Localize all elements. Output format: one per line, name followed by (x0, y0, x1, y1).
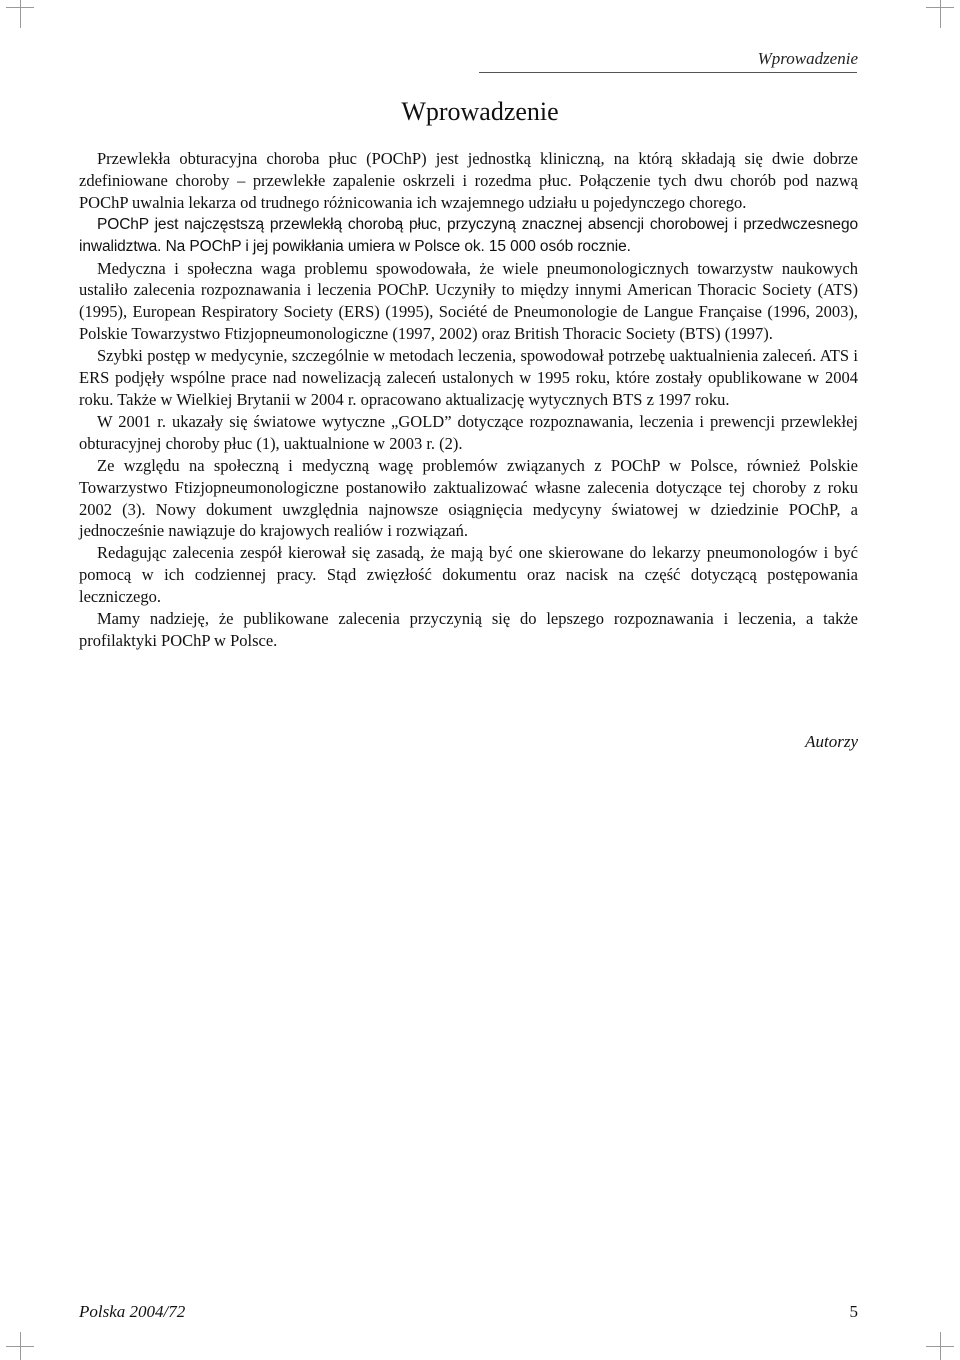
paragraph: Przewlekła obturacyjna choroba płuc (POChP) jest jednostką kliniczną, na którą składają się dwie dobrze zdefiniowane choroby – przewlekłe zapalenie oskrzeli i rozedma płuc. Połączenie tych dwu chorób pod nazwą POChP uwalnia lekarza od trudnego różnicowania ich wzajemnego udziału u pojedynczego chorego. (79, 149, 858, 212)
crop-mark-top-right-v (940, 0, 941, 28)
footer-journal: Polska 2004/72 (79, 1302, 186, 1321)
crop-mark-bottom-left-v (20, 1332, 21, 1360)
page-title: Wprowadzenie (401, 97, 559, 126)
paragraph: Medyczna i społeczna waga problemu spowodowała, że wiele pneumonologicznych towarzystw naukowych ustaliło zalecenia rozpoznawania i leczenia POChP. Uczyniły to między innymi American Thoracic Society (ATS) (1995), European Respiratory Society (ERS) (1995), Société de Pneumonologie de Langue Française (1996, 2003), Polskie Towarzystwo Ftizjopneumonologiczne (1997, 2002) oraz British Thoracic Society (BTS) (1997). (79, 258, 858, 344)
running-header: Wprowadzenie (757, 49, 858, 68)
body-text (79, 148, 858, 652)
paragraph: Szybki postęp w medycynie, szczególnie w metodach leczenia, spowodował potrzebę uaktualnienia zaleceń. ATS i ERS podjęły wspólne prace nad nowelizacją zaleceń ustalonych w 1995 roku, które zostały opublikowane w 2004 roku. Także w Wielkiej Brytanii w 2004 r. opracowano aktualizację wytycznych BTS z 1997 roku. (79, 346, 858, 409)
paragraph: Ze względu na społeczną i medyczną wagę problemów związanych z POChP w Polsce, również Polskie Towarzystwo Ftizjopneumonologiczne postanowiło zaktualizować własne zalecenia dotyczące tej choroby z roku 2002 (3). Nowy dokument uwzględnia najnowsze osiągnięcia medycyny światowej w dziedzinie POChP, a jednocześnie nawiązuje do krajowych realiów i rozwiązań. (79, 455, 858, 541)
paragraph: Mamy nadzieję, że publikowane zalecenia przyczynią się do lepszego rozpoznawania i leczenia, a także profilaktyki POChP w Polsce. (79, 609, 858, 650)
paragraph: Redagując zalecenia zespół kierował się zasadą, że mają być one skierowane do lekarzy pneumonologów i być pomocą w ich codziennej pracy. Stąd zwięzłość dokumentu oraz nacisk na część dotyczącą postępowania leczniczego. (79, 543, 858, 607)
paragraph: W 2001 r. ukazały się światowe wytyczne „GOLD” dotyczące rozpoznawania, leczenia i prewencji przewlekłej obturacyjnej choroby płuc (1), uaktualnione w 2003 r. (2). (79, 411, 858, 453)
page-number: 5 (849, 1302, 858, 1321)
crop-mark-bottom-right-v (940, 1332, 941, 1360)
paragraph: POChP jest najczęstszą przewlekłą chorobą płuc, przyczyną znacznej absencji chorobowej i przedwczesnego inwalidztwa. Na POChP i jej powikłania umiera w Polsce ok. 15 000 osób rocznie. (79, 215, 858, 255)
header-rule (479, 72, 857, 73)
signature: Autorzy (805, 732, 858, 751)
crop-mark-top-left-v (20, 0, 21, 28)
